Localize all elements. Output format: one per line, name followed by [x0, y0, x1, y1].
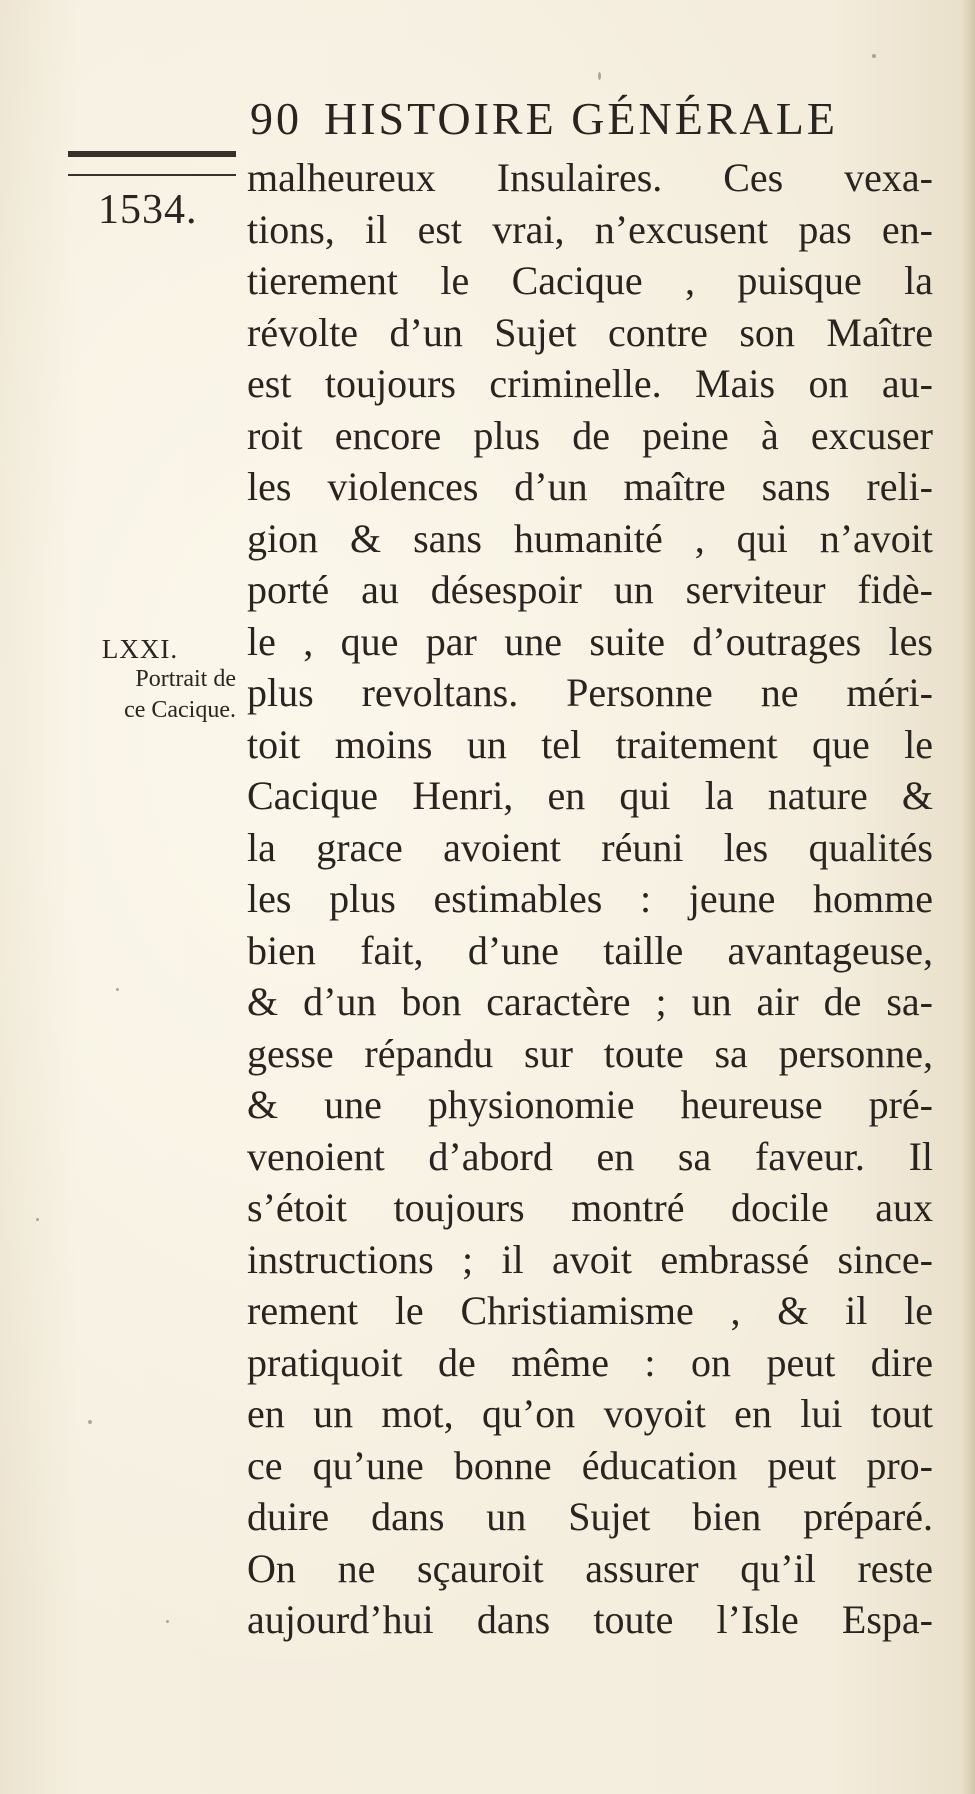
text-line: tions, il est vrai, n’excusent pas en-: [247, 206, 933, 252]
text-line: en un mot, qu’on voyoit en lui tout: [247, 1391, 933, 1436]
paper-speck: [116, 988, 119, 991]
text-line: gion & sans humanité , qui n’avoit: [247, 515, 933, 561]
text-line: ce qu’une bonne éducation peut pro-: [247, 1442, 933, 1488]
text-line: toit moins un tel traitement que le: [247, 721, 933, 767]
body-text: [247, 152, 933, 1646]
running-title: HISTOIRE GÉNÉRALE: [324, 93, 838, 144]
running-header: [250, 92, 930, 152]
text-line: est toujours criminelle. Mais on au-: [247, 361, 933, 406]
text-line: duire dans un Sujet bien préparé.: [247, 1494, 933, 1539]
text-line: Cacique Henri, en qui la nature &: [247, 773, 933, 818]
text-line: & une physionomie heureuse pré-: [247, 1082, 933, 1127]
paper-speck: [598, 72, 601, 80]
margin-chapter-number: LXXI.: [101, 634, 179, 664]
text-line: rement le Christiamisme , & il le: [247, 1288, 933, 1333]
text-line: On ne sçauroit assurer qu’il reste: [247, 1545, 933, 1591]
margin-year: 1534.: [98, 187, 198, 233]
page-edge-shadow: [961, 0, 975, 1794]
text-line: instructions ; il avoit embrassé since-: [247, 1236, 933, 1282]
text-line: plus revoltans. Personne ne méri-: [247, 670, 933, 715]
paper-speck: [36, 1218, 39, 1221]
text-line: bien fait, d’une taille avantageuse,: [247, 927, 933, 973]
text-line: s’étoit toujours montré docile aux: [247, 1185, 933, 1230]
header-rule-thick: [68, 151, 236, 157]
text-line: le , que par une suite d’outrages les: [247, 618, 933, 664]
text-line: malheureux Insulaires. Ces vexa-: [247, 155, 933, 200]
margin-note-line: ce Cacique.: [124, 697, 236, 723]
text-line: pratiquoit de même : on peut dire: [247, 1339, 933, 1385]
paper-speck: [872, 54, 876, 58]
text-line: les violences d’un maître sans reli-: [247, 464, 933, 509]
text-line: venoient d’abord en sa faveur. Il: [247, 1133, 933, 1179]
paper-speck: [88, 1420, 92, 1424]
text-line: révolte d’un Sujet contre son Maître: [247, 309, 933, 355]
text-line: tierement le Cacique , puisque la: [247, 258, 933, 303]
text-line: gesse répandu sur toute sa personne,: [247, 1030, 933, 1076]
text-line: porté au désespoir un serviteur fidè-: [247, 567, 933, 612]
text-line: la grace avoient réuni les qualités: [247, 824, 933, 870]
text-line: les plus estimables : jeune homme: [247, 876, 933, 921]
text-line: roit encore plus de peine à excuser: [247, 412, 933, 458]
margin-note: [40, 634, 240, 726]
paper-speck: [166, 1620, 169, 1623]
header-rule-thin: [68, 174, 236, 176]
text-line: & d’un bon caractère ; un air de sa-: [247, 979, 933, 1024]
margin-note-line: Portrait de: [135, 666, 236, 692]
text-line: aujourd’hui dans toute l’Isle Espa-: [247, 1597, 933, 1642]
page-number: 90: [250, 93, 302, 144]
